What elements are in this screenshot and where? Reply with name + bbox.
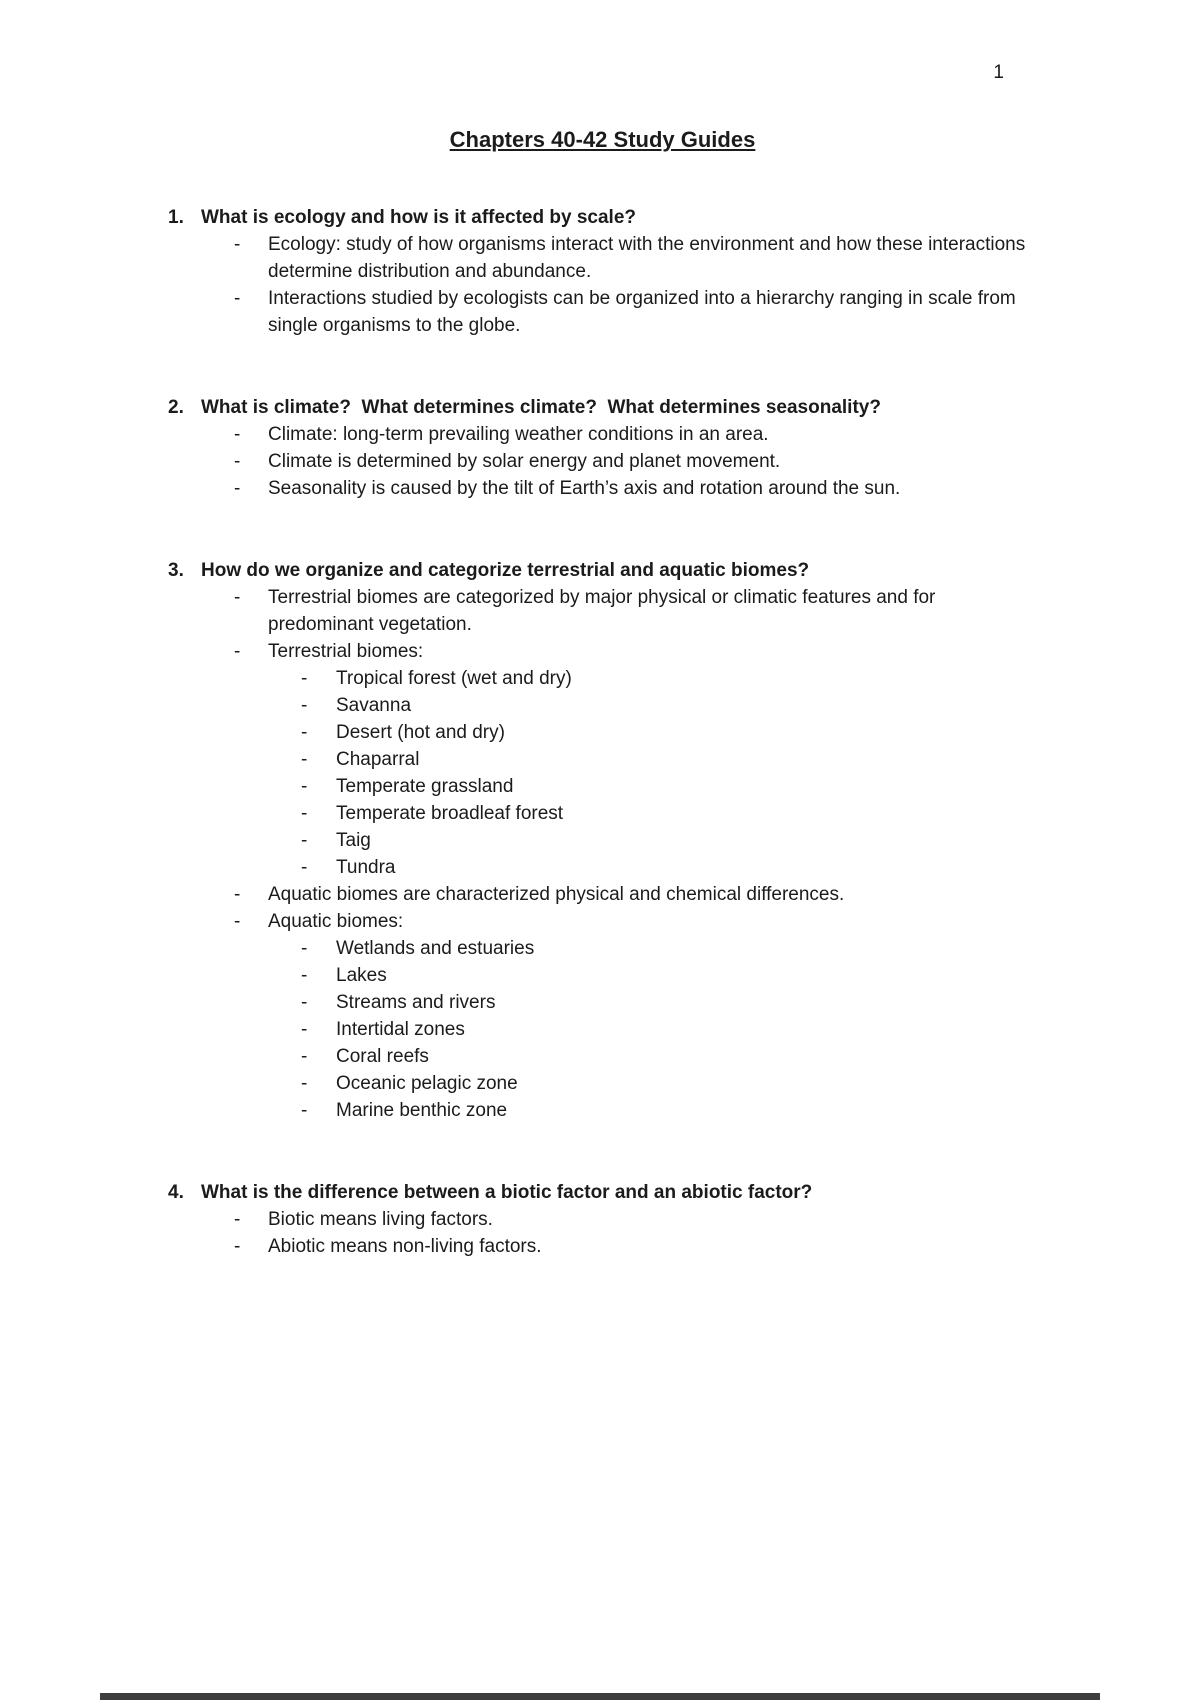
- bullet-text: Terrestrial biomes:: [268, 641, 424, 662]
- sub-bullet-item: [168, 692, 1037, 719]
- bullet-dash-icon: -: [301, 722, 308, 743]
- sub-bullet-item: [168, 773, 1037, 800]
- bullet-text: Tropical forest (wet and dry): [336, 668, 572, 689]
- bullet-text: Chaparral: [336, 749, 420, 770]
- bullet-dash-icon: -: [234, 424, 241, 445]
- page-title: Chapters 40-42 Study Guides: [449, 127, 756, 152]
- bullet-dash-icon: -: [234, 911, 241, 932]
- sub-bullet-item: [168, 800, 1037, 827]
- bullet-text: Streams and rivers: [336, 992, 496, 1013]
- bullet-item: [168, 421, 1037, 448]
- bullet-text: Biotic means living factors.: [268, 1209, 493, 1230]
- bullet-text: Coral reefs: [336, 1046, 429, 1067]
- sub-bullet-item: [168, 989, 1037, 1016]
- sub-bullet-item: [168, 1097, 1037, 1124]
- bullet-dash-icon: -: [301, 668, 308, 689]
- bullet-dash-icon: -: [234, 1236, 241, 1257]
- bullet-text: Intertidal zones: [336, 1019, 465, 1040]
- bullet-dash-icon: -: [301, 695, 308, 716]
- bullet-dash-icon: -: [234, 641, 241, 662]
- bullet-text: Lakes: [336, 965, 387, 986]
- bullet-item: [168, 231, 1037, 285]
- sub-bullet-item: [168, 854, 1037, 881]
- bullet-text: Temperate broadleaf forest: [336, 803, 564, 824]
- bullet-dash-icon: -: [234, 1209, 241, 1230]
- bullet-dash-icon: -: [301, 1073, 308, 1094]
- question-number: 1.: [168, 207, 184, 228]
- bullet-item: [168, 908, 1037, 935]
- question-heading: [168, 204, 1037, 231]
- bullet-dash-icon: -: [301, 749, 308, 770]
- question-heading: [168, 557, 1037, 584]
- bullet-item: [168, 638, 1037, 665]
- bullet-text: Climate is determined by solar energy and planet movement.: [268, 451, 781, 472]
- bullet-dash-icon: -: [301, 803, 308, 824]
- question-heading: [168, 394, 1037, 421]
- sub-bullet-item: [168, 962, 1037, 989]
- bullet-text: Seasonality is caused by the tilt of Earth’s axis and rotation around the sun.: [268, 478, 901, 499]
- sub-bullet-item: [168, 935, 1037, 962]
- bullet-dash-icon: -: [234, 451, 241, 472]
- questions-list: [168, 204, 1037, 1260]
- bullet-item: [168, 1206, 1037, 1233]
- sub-bullet-item: [168, 719, 1037, 746]
- bullet-item: [168, 881, 1037, 908]
- question-item: [168, 1179, 1037, 1260]
- sub-bullet-item: [168, 665, 1037, 692]
- bullet-text: Taig: [336, 830, 371, 851]
- bullet-dash-icon: -: [301, 1100, 308, 1121]
- bullet-item: [168, 448, 1037, 475]
- bullet-text: Aquatic biomes:: [268, 911, 404, 932]
- bullet-dash-icon: -: [234, 478, 241, 499]
- bullet-dash-icon: -: [301, 965, 308, 986]
- bullet-text: Desert (hot and dry): [336, 722, 505, 743]
- bullet-item: [168, 1233, 1037, 1260]
- bullet-dash-icon: -: [301, 938, 308, 959]
- sub-bullet-item: [168, 1043, 1037, 1070]
- bullet-text: Wetlands and estuaries: [336, 938, 535, 959]
- question-item: [168, 394, 1037, 502]
- bullet-item: [168, 584, 1037, 638]
- bullet-text: Oceanic pelagic zone: [336, 1073, 518, 1094]
- bullet-dash-icon: -: [234, 884, 241, 905]
- bullet-dash-icon: -: [301, 1046, 308, 1067]
- question-item: [168, 557, 1037, 1124]
- bullet-dash-icon: -: [301, 830, 308, 851]
- bullet-text: Savanna: [336, 695, 412, 716]
- sub-bullet-item: [168, 746, 1037, 773]
- page-number: 1: [993, 62, 1004, 83]
- bullet-dash-icon: -: [301, 992, 308, 1013]
- bullet-text: Terrestrial biomes are categorized by major physical or climatic features and for predominant vegetation.: [268, 587, 936, 635]
- question-item: [168, 204, 1037, 339]
- bullet-dash-icon: -: [234, 587, 241, 608]
- bullet-text: Marine benthic zone: [336, 1100, 508, 1121]
- bullet-text: Ecology: study of how organisms interact with the environment and how these interactions determine distribution and abundance.: [268, 234, 1026, 282]
- question-text: How do we organize and categorize terrestrial and aquatic biomes?: [201, 560, 810, 581]
- question-heading: [168, 1179, 1037, 1206]
- bullet-text: Temperate grassland: [336, 776, 514, 797]
- bullet-item: [168, 475, 1037, 502]
- question-text: What is climate? What determines climate? What determines seasonality?: [201, 397, 881, 418]
- bullet-text: Tundra: [336, 857, 396, 878]
- bullet-text: Abiotic means non-living factors.: [268, 1236, 542, 1257]
- page-break-divider: [100, 1693, 1100, 1700]
- sub-bullet-item: [168, 1016, 1037, 1043]
- bullet-dash-icon: -: [301, 1019, 308, 1040]
- question-number: 3.: [168, 560, 184, 581]
- bullet-dash-icon: -: [234, 288, 241, 309]
- question-text: What is ecology and how is it affected by scale?: [201, 207, 636, 228]
- question-number: 2.: [168, 397, 184, 418]
- bullet-text: Aquatic biomes are characterized physical and chemical differences.: [268, 884, 845, 905]
- question-text: What is the difference between a biotic factor and an abiotic factor?: [201, 1182, 813, 1203]
- question-number: 4.: [168, 1182, 184, 1203]
- bullet-item: [168, 285, 1037, 339]
- bullet-text: Interactions studied by ecologists can be organized into a hierarchy ranging in scale from single organisms to the globe.: [268, 288, 1016, 336]
- bullet-dash-icon: -: [301, 776, 308, 797]
- sub-bullet-item: [168, 827, 1037, 854]
- bullet-text: Climate: long-term prevailing weather conditions in an area.: [268, 424, 769, 445]
- sub-bullet-item: [168, 1070, 1037, 1097]
- bullet-dash-icon: -: [234, 234, 241, 255]
- bullet-dash-icon: -: [301, 857, 308, 878]
